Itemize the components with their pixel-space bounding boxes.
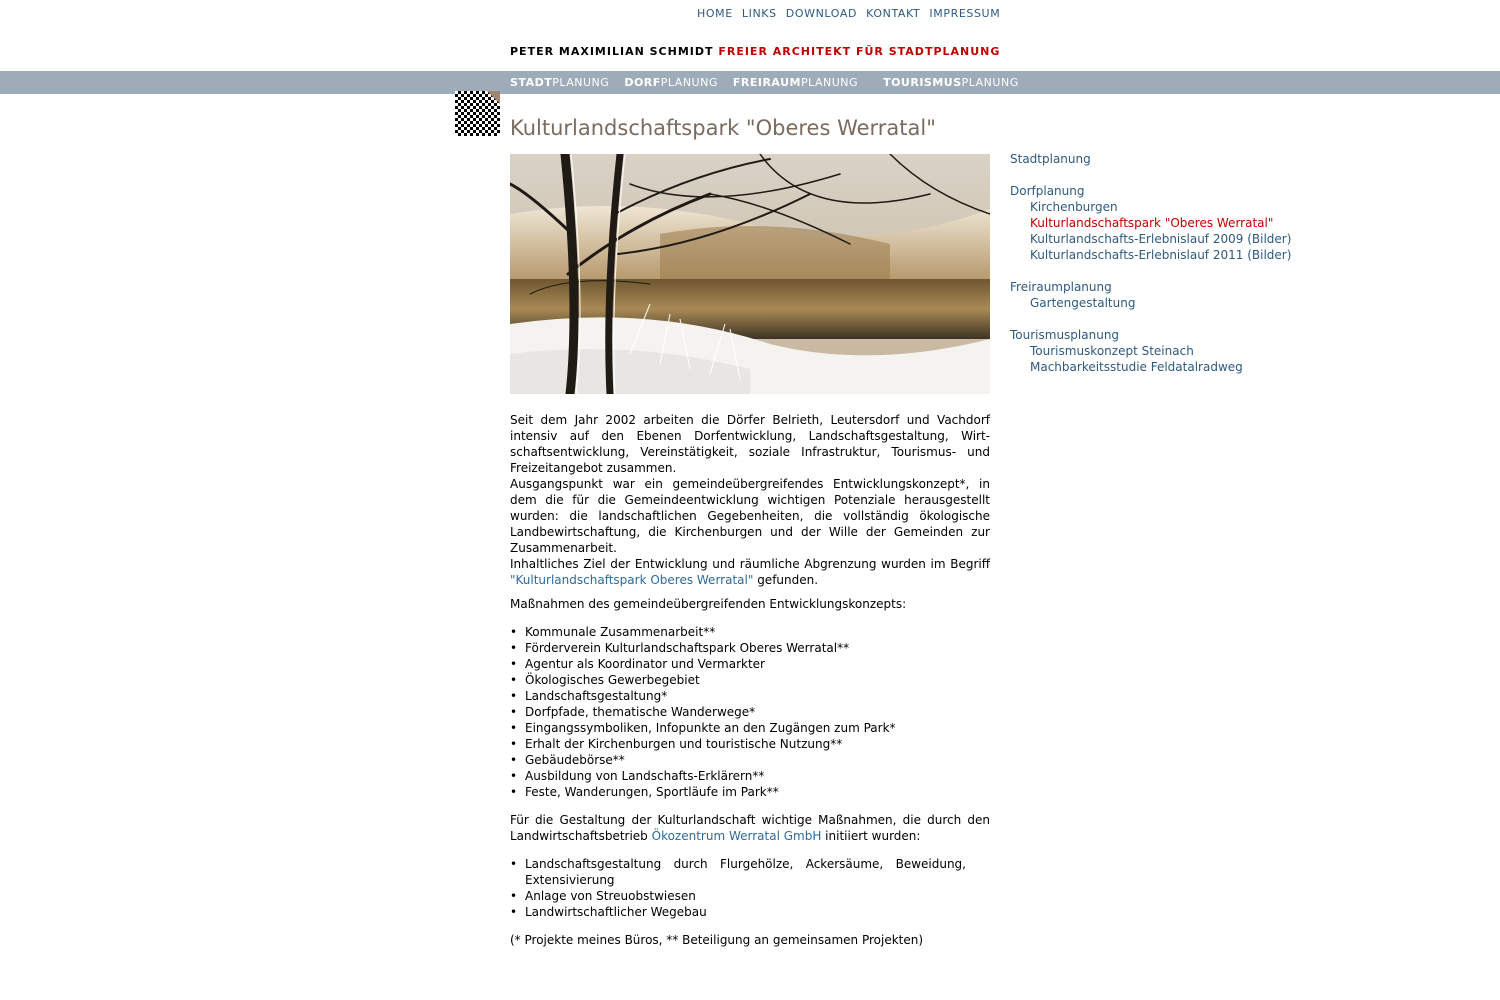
sidenav-dorfplanung[interactable]: Dorfplanung	[1010, 184, 1085, 198]
nav-link-download[interactable]: DOWNLOAD	[785, 7, 858, 20]
starting-point-paragraph: Ausgangspunkt war ein gemeindeübergreifendes Entwicklungskonzept*, in dem die für die Gemeindeentwicklung wichtigen Potenziale herausgestellt wurden: die landschaftlichen Gegebenheiten, die vollständig ökologische Landbewirtschaftung, die Kirchenburgen und der Wille der Gemeinden zur Zusammenarbeit.	[510, 477, 990, 555]
sidenav-freiraumplanung[interactable]: Freiraumplanung	[1010, 280, 1112, 294]
category-stadtplanung[interactable]: STADTPLANUNG	[510, 76, 610, 89]
sidenav-tourismuskonzept-steinach[interactable]: Tourismuskonzept Steinach	[1030, 344, 1194, 358]
owner-name: PETER MAXIMILIAN SCHMIDT	[510, 45, 714, 58]
main-content	[510, 412, 990, 948]
category-navigation	[510, 76, 1019, 89]
sidenav-stadtplanung[interactable]: Stadtplanung	[1010, 152, 1091, 166]
sidenav-machbarkeitsstudie[interactable]: Machbarkeitsstudie Feldatalradweg	[1030, 360, 1243, 374]
page-title: Kulturlandschaftspark "Oberes Werratal"	[510, 116, 936, 140]
corner-accent	[487, 91, 500, 104]
intro-paragraph: Seit dem Jahr 2002 arbeiten die Dörfer Belrieth, Leutersdorf und Vachdorf intensiv auf den Ebenen Dorfentwicklung, Landschaftsgestaltung, Wirt-schaftsentwicklung, Vereinstätigkeit, soziale Infrastruktur, Tourismus- und Freizeitangebot zusammen.	[510, 413, 990, 475]
list-item: • Landschaftsgestaltung*	[510, 688, 990, 704]
sidenav-erlebnislauf-2011[interactable]: Kulturlandschafts-Erlebnislauf 2011 (Bilder)	[1030, 248, 1292, 262]
side-navigation	[1010, 151, 1291, 391]
goal-paragraph: Inhaltliches Ziel der Entwicklung und räumliche Abgrenzung wurden im Begriff "Kulturlandschaftspark Oberes Werratal" gefunden.	[510, 557, 990, 587]
measures-list	[510, 624, 990, 800]
footnote: (* Projekte meines Büros, ** Beteiligung an gemeinsamen Projekten)	[510, 933, 924, 947]
list-item: • Ökologisches Gewerbegebiet	[510, 672, 990, 688]
category-freiraumplanung[interactable]: FREIRAUMPLANUNG	[732, 76, 859, 89]
farm-measures-list	[510, 856, 990, 920]
sidenav-tourismusplanung[interactable]: Tourismusplanung	[1010, 328, 1120, 342]
sidenav-group-tour	[1010, 327, 1291, 375]
list-item: • Erhalt der Kirchenburgen und touristische Nutzung**	[510, 736, 990, 752]
sidenav-group-frei	[1010, 279, 1291, 311]
sidenav-group-dorf	[1010, 183, 1291, 263]
nav-link-home[interactable]: HOME	[697, 7, 733, 20]
site-owner-header	[510, 45, 1000, 58]
list-item: • Dorfpfade, thematische Wanderwege*	[510, 704, 990, 720]
park-link[interactable]: "Kulturlandschaftspark Oberes Werratal"	[510, 573, 754, 587]
nav-link-links[interactable]: LINKS	[741, 7, 777, 20]
river-landscape-photo	[510, 154, 990, 394]
list-item: • Anlage von Streuobstwiesen	[510, 888, 990, 904]
sidenav-gartengestaltung[interactable]: Gartengestaltung	[1030, 296, 1136, 310]
oekozentrum-link[interactable]: Ökozentrum Werratal GmbH	[651, 829, 822, 843]
measures-intro: Maßnahmen des gemeindeübergreifenden Entwicklungskonzepts:	[510, 597, 907, 611]
list-item: • Landwirtschaftlicher Wegebau	[510, 904, 990, 920]
list-item: • Agentur als Koordinator und Vermarkter	[510, 656, 990, 672]
nav-link-kontakt[interactable]: KONTAKT	[866, 7, 921, 20]
sidenav-kulturlandschaftspark[interactable]: Kulturlandschaftspark "Oberes Werratal"	[1030, 216, 1274, 230]
list-item: • Ausbildung von Landschafts-Erklärern**	[510, 768, 990, 784]
list-item: • Feste, Wanderungen, Sportläufe im Park**	[510, 784, 990, 800]
checker-logo-icon	[455, 91, 500, 136]
category-tourismusplanung[interactable]: TOURISMUSPLANUNG	[883, 76, 1019, 89]
list-item: • Kommunale Zusammenarbeit**	[510, 624, 990, 640]
nav-link-impressum[interactable]: IMPRESSUM	[929, 7, 1001, 20]
sidenav-erlebnislauf-2009[interactable]: Kulturlandschafts-Erlebnislauf 2009 (Bilder)	[1030, 232, 1292, 246]
sidenav-kirchenburgen[interactable]: Kirchenburgen	[1030, 200, 1118, 214]
category-dorfplanung[interactable]: DORFPLANUNG	[624, 76, 718, 89]
list-item: • Förderverein Kulturlandschaftspark Oberes Werratal**	[510, 640, 990, 656]
sidenav-group-stadt	[1010, 151, 1291, 167]
list-item: • Eingangssymboliken, Infopunkte an den Zugängen zum Park*	[510, 720, 990, 736]
top-navigation	[697, 7, 1005, 20]
list-item: • Gebäudebörse**	[510, 752, 990, 768]
owner-title: FREIER ARCHITEKT FÜR STADTPLANUNG	[718, 45, 1001, 58]
farm-paragraph: Für die Gestaltung der Kulturlandschaft wichtige Maßnahmen, die durch den Landwirtschaftsbetrieb Ökozentrum Werratal GmbH initiiert wurden:	[510, 813, 990, 843]
list-item: • Landschaftsgestaltung durch Flurgehölze, Ackersäume, Beweidung, Extensivierung	[510, 856, 990, 888]
